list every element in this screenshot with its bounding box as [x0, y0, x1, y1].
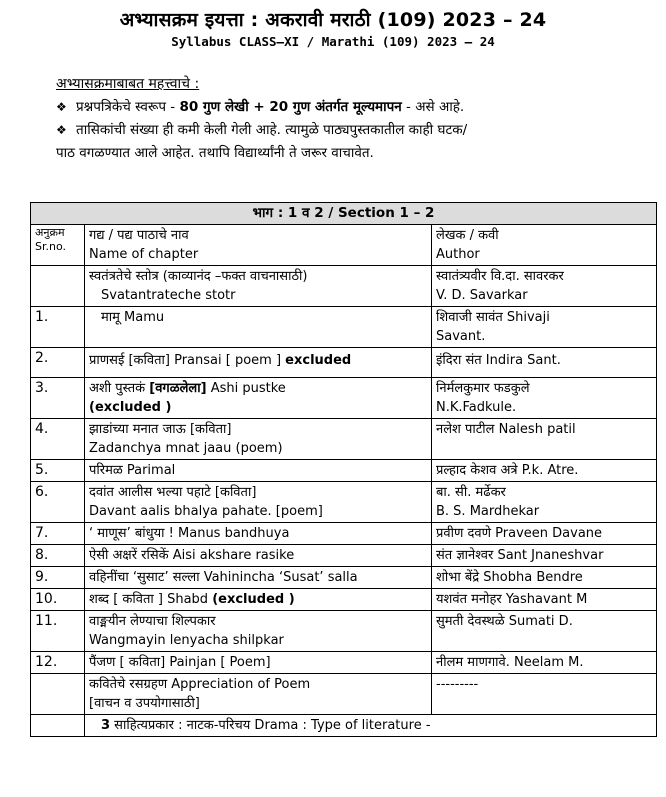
table-row [31, 611, 657, 652]
author-cell [432, 348, 657, 378]
table-row [31, 419, 657, 460]
literature-type-number: 3 [101, 718, 111, 733]
note-emphasis: 80 गुण लेखी + 20 गुण अंतर्गत मूल्यमापन [179, 99, 402, 115]
excluded-label: (excluded ) [89, 400, 172, 415]
table-row [31, 482, 657, 523]
author-line: नलेश पाटील Nalesh patil [436, 422, 576, 437]
author-line: V. D. Savarkar [436, 288, 528, 303]
chapter-marathi: [वाचन व उपयोगासाठी] [89, 696, 200, 711]
author-line: नीलम माणगावे. Neelam M. [436, 655, 584, 670]
chapter-marathi: ‘ माणूस’ बांधुया ! Manus bandhuya [89, 526, 290, 541]
excluded-label: excluded [285, 353, 352, 368]
author-cell [432, 419, 657, 460]
chapter-marathi: अशी पुस्तकं [89, 381, 150, 396]
chapter-english: Ashi pustke [206, 381, 286, 396]
col-header-author [432, 225, 657, 266]
sr-cell [31, 266, 85, 307]
literature-type-text: साहित्यप्रकार : नाटक-परिचय Drama : Type of literature - [110, 718, 431, 733]
author-line: शिवाजी सावंत Shivaji [436, 310, 550, 325]
author-cell [432, 307, 657, 348]
chapter-marathi: कवितेचे रसग्रहण Appreciation of Poem [89, 677, 311, 692]
author-cell [432, 611, 657, 652]
chapter-marathi: ऐसी अक्षरें रसिकें Aisi akshare rasike [89, 548, 295, 563]
chapter-cell [85, 378, 432, 419]
author-line: प्रल्हाद केशव अत्रे P.k. Atre. [436, 463, 579, 478]
syllabus-table [30, 202, 657, 737]
author-cell [432, 545, 657, 567]
author-line: सुमती देवस्थळे Sumati D. [436, 614, 573, 629]
col-header-author-english: Author [436, 247, 480, 262]
excluded-label-marathi: [वगळलेला] [149, 381, 207, 396]
chapter-marathi: प्राणसई [कविता] Pransai [ poem ] [89, 353, 286, 368]
sr-cell: 5. [31, 460, 85, 482]
table-row [31, 460, 657, 482]
chapter-cell [85, 674, 432, 715]
chapter-cell [85, 419, 432, 460]
note-text: तासिकांची संख्या ही कमी केली गेली आहे. त्यामुळे पाठ्यपुस्तकातील काही घटक/ [76, 122, 468, 138]
chapter-marathi: वाङ्मयीन लेण्याचा शिल्पकार [89, 614, 216, 629]
chapter-marathi: परिमळ Parimal [89, 463, 176, 478]
sr-cell: 1. [31, 307, 85, 348]
col-header-author-marathi: लेखक / कवी [436, 228, 499, 243]
section-header: भाग : 1 व 2 / Section 1 – 2 [31, 203, 657, 225]
notes-heading: अभ्यासक्रमाबाबत महत्त्वाचे : [56, 76, 200, 92]
author-line: इंदिरा संत Indira Sant. [436, 353, 561, 368]
column-header-row [31, 225, 657, 266]
sr-cell: 8. [31, 545, 85, 567]
table-row [31, 545, 657, 567]
section-header-row [31, 203, 657, 225]
table-row [31, 266, 657, 307]
table-row [31, 589, 657, 611]
author-line: निर्मलकुमार फडकुले [436, 381, 530, 396]
author-line: यशवंत मनोहर Yashavant M [436, 592, 588, 607]
author-cell [432, 378, 657, 419]
page-subtitle: Syllabus CLASS–XI / Marathi (109) 2023 – 24 [171, 34, 495, 49]
chapter-cell [85, 545, 432, 567]
author-line: B. S. Mardhekar [436, 504, 540, 519]
author-line: प्रवीण दवणे Praveen Davane [436, 526, 603, 541]
author-cell [432, 567, 657, 589]
col-header-chapter [85, 225, 432, 266]
chapter-cell [85, 523, 432, 545]
sr-cell: 4. [31, 419, 85, 460]
author-line: बा. सी. मर्ढेकर [436, 485, 506, 500]
author-cell [432, 652, 657, 674]
sr-cell: 2. [31, 348, 85, 378]
author-cell [432, 482, 657, 523]
sr-cell [31, 715, 85, 737]
chapter-cell [85, 611, 432, 652]
author-line: Savant. [436, 329, 486, 344]
col-header-sr-english: Sr.no. [35, 240, 66, 253]
sr-cell: 11. [31, 611, 85, 652]
author-line: --------- [436, 677, 479, 692]
note-item [56, 96, 656, 119]
diamond-bullet-icon: ❖ [56, 100, 67, 114]
chapter-marathi: वहिनींचा ‘सुसाट’ सल्ला Vahinincha ‘Susat’ salla [89, 570, 358, 585]
sr-cell: 6. [31, 482, 85, 523]
chapter-marathi: शब्द [ कविता ] Shabd [89, 592, 213, 607]
author-line: शोभा बेंद्रे Shobha Bendre [436, 570, 583, 585]
col-header-chapter-marathi: गद्य / पद्य पाठाचे नाव [89, 228, 189, 243]
author-line: N.K.Fadkule. [436, 400, 517, 415]
excluded-label: (excluded ) [212, 592, 295, 607]
author-line: स्वातंत्र्यवीर वि.दा. सावरकर [436, 269, 564, 284]
literature-type-cell [85, 715, 657, 737]
note-text: प्रश्नपत्रिकेचे स्वरूप - [76, 99, 180, 115]
chapter-cell [85, 589, 432, 611]
col-header-sr-marathi: अनुक्रम [35, 226, 65, 239]
chapter-cell [85, 567, 432, 589]
author-cell [432, 460, 657, 482]
chapter-marathi: झाडांच्या मनात जाऊ [कविता] [89, 422, 232, 437]
table-row [31, 348, 657, 378]
chapter-cell [85, 652, 432, 674]
chapter-cell [85, 266, 432, 307]
note-item [56, 119, 656, 142]
chapter-english: Davant aalis bhalya pahate. [poem] [89, 504, 323, 519]
sr-cell: 3. [31, 378, 85, 419]
chapter-cell [85, 348, 432, 378]
author-cell [432, 589, 657, 611]
notes-list [56, 96, 656, 165]
chapter-marathi: पैंजण [ कविता] Painjan [ Poem] [89, 655, 271, 670]
table-row [31, 567, 657, 589]
table-row [31, 715, 657, 737]
author-line: संत ज्ञानेश्वर Sant Jnaneshvar [436, 548, 604, 563]
sr-cell: 9. [31, 567, 85, 589]
chapter-cell [85, 307, 432, 348]
table-row [31, 674, 657, 715]
chapter-english: Wangmayin lenyacha shilpkar [89, 633, 284, 648]
table-row [31, 307, 657, 348]
chapter-marathi: मामू Mamu [101, 310, 165, 325]
note-text-continued: पाठ वगळण्यात आले आहेत. तथापि विद्यार्थ्यांनी ते जरूर वाचावेत. [56, 145, 374, 161]
author-cell [432, 523, 657, 545]
table-row [31, 652, 657, 674]
sr-cell [31, 674, 85, 715]
table-row [31, 378, 657, 419]
chapter-marathi: दवांत आलीस भल्या पहाटे [कविता] [89, 485, 257, 500]
page-title: अभ्यासक्रम इयत्ता : अकरावी मराठी (109) 2023 – 24 [119, 9, 547, 31]
note-text: - असे आहे. [401, 99, 465, 115]
col-header-sr [31, 225, 85, 266]
author-cell [432, 674, 657, 715]
table-row [31, 523, 657, 545]
diamond-bullet-icon: ❖ [56, 123, 67, 137]
chapter-marathi: स्वतंत्रतेचे स्तोत्र (काव्यानंद –फक्त वाचनासाठी) [89, 269, 308, 284]
sr-cell: 10. [31, 589, 85, 611]
chapter-cell [85, 460, 432, 482]
chapter-english: Zadanchya mnat jaau (poem) [89, 441, 283, 456]
author-cell [432, 266, 657, 307]
chapter-cell [85, 482, 432, 523]
sr-cell: 7. [31, 523, 85, 545]
chapter-english: Svatantrateche stotr [101, 288, 236, 303]
col-header-chapter-english: Name of chapter [89, 247, 199, 262]
sr-cell: 12. [31, 652, 85, 674]
